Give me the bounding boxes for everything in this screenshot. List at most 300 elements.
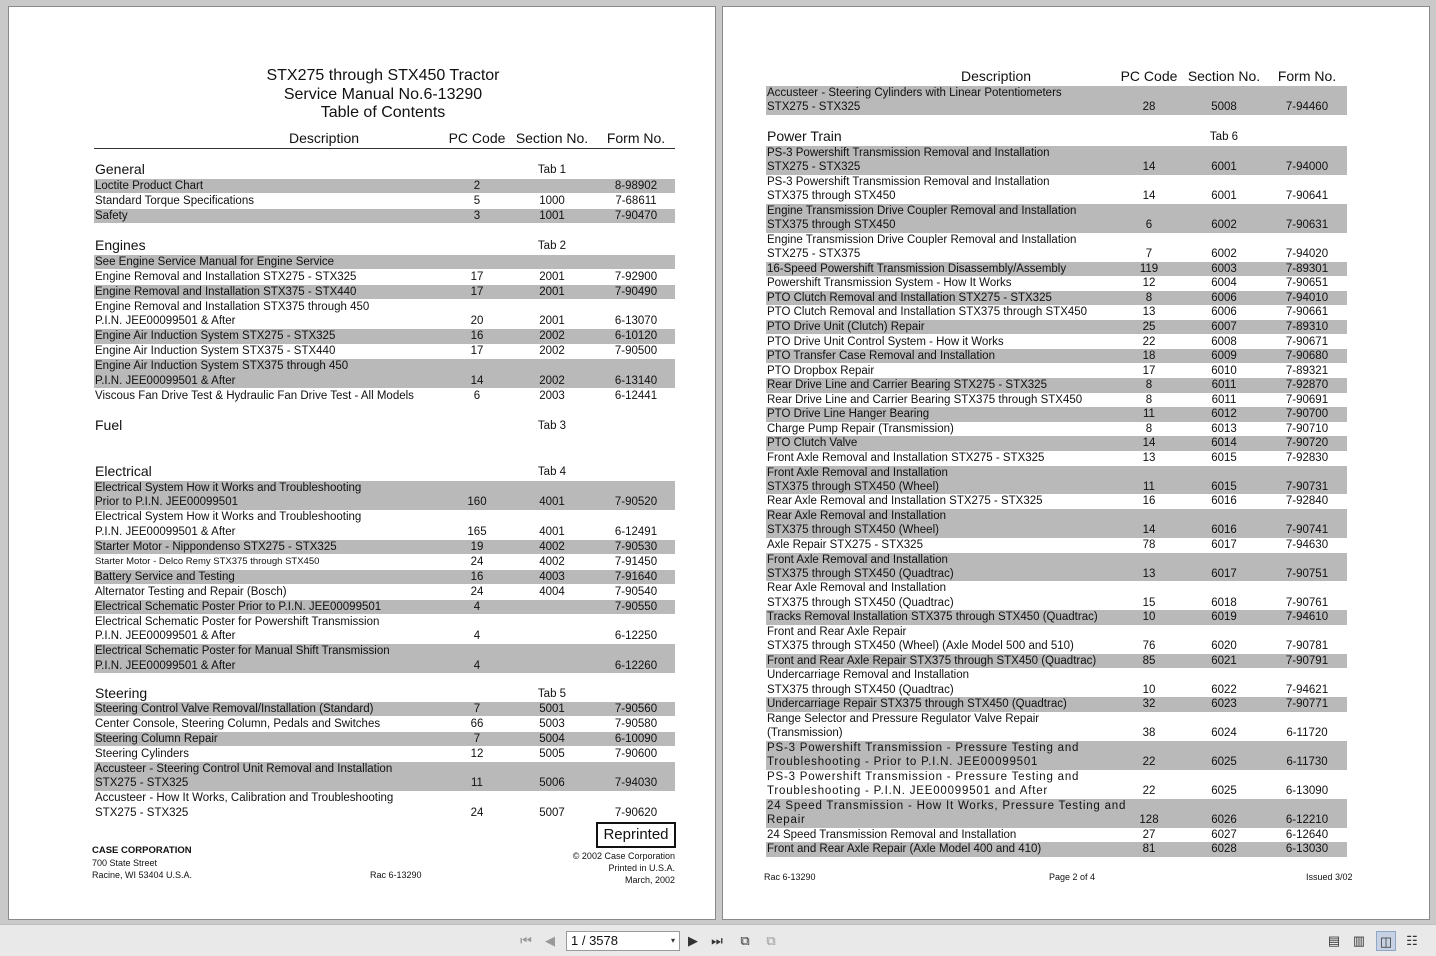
row-section-no: 6008	[1211, 335, 1237, 348]
table-row	[766, 451, 1347, 465]
description-line: Engine Removal and Installation STX375 - STX440	[95, 286, 357, 298]
row-section-no: 4002	[539, 555, 565, 568]
row-section-no: 6003	[1211, 262, 1237, 275]
row-form-no: 8-98902	[614, 180, 658, 192]
row-pc-code: 38	[1142, 727, 1156, 740]
row-section-no: 6002	[1211, 219, 1237, 232]
row-section-no: 5003	[539, 718, 565, 730]
row-section-no: 4002	[539, 540, 565, 553]
row-description	[767, 553, 954, 582]
footer-page-number: Page 2 of 4	[1049, 872, 1096, 882]
table-row	[766, 204, 1347, 233]
row-description	[95, 702, 373, 716]
row-section-no: 5007	[539, 806, 565, 819]
description-line: Engine Removal and Installation STX375 through 450	[95, 301, 370, 313]
row-form-no: 7-94000	[1285, 161, 1329, 174]
row-pc-code: 119	[1139, 262, 1159, 275]
page-indicator: 1 / 3578	[571, 933, 618, 948]
description-line: Electrical System How it Works and Troubleshooting	[95, 511, 362, 524]
col-header-section: Section No.	[515, 130, 589, 146]
description-line: Accusteer - How It Works, Calibration and Troubleshooting	[95, 792, 394, 805]
table-row	[94, 270, 675, 284]
table-row	[766, 291, 1347, 305]
row-form-no: 7-90710	[1285, 422, 1329, 435]
description-line: PTO Transfer Case Removal and Installation	[767, 350, 995, 363]
table-row	[766, 668, 1347, 697]
title-line-2: Service Manual No.6-13290	[283, 85, 483, 103]
section-heading: General	[95, 161, 145, 177]
row-section-no: 6018	[1211, 596, 1237, 609]
row-pc-code: 128	[1139, 814, 1159, 827]
row-section-no: 6001	[1211, 161, 1237, 174]
document-page-1	[8, 6, 716, 920]
row-section-no: 4001	[539, 525, 565, 538]
row-form-no: 7-92870	[1285, 379, 1329, 392]
row-pc-code: 8	[1145, 379, 1153, 392]
row-description	[767, 364, 874, 378]
table-row	[766, 349, 1347, 363]
table-row	[94, 344, 675, 358]
row-pc-code: 76	[1142, 640, 1156, 653]
description-line: STX275 - STX325	[95, 806, 189, 819]
section-heading: Steering	[95, 685, 148, 701]
row-form-no: 7-91640	[614, 570, 658, 583]
row-form-no: 7-92900	[614, 271, 658, 283]
table-row	[766, 320, 1347, 334]
row-description	[767, 451, 1044, 465]
row-description	[767, 291, 1052, 305]
description-line: STX275 - STX375	[767, 248, 861, 261]
row-description	[767, 697, 1067, 711]
table-row	[94, 510, 675, 539]
table-row	[766, 335, 1347, 349]
row-pc-code: 2	[473, 180, 481, 192]
description-line: Front and Rear Axle Repair	[767, 625, 907, 638]
row-description	[95, 555, 319, 569]
row-form-no: 6-12441	[614, 389, 658, 402]
description-line: STX375 through STX450 (Quadtrac)	[767, 683, 954, 696]
row-pc-code: 27	[1142, 828, 1156, 841]
row-form-no: 7-92840	[1285, 495, 1329, 508]
single-page-view-icon[interactable]: ▤	[1327, 933, 1341, 948]
table-row	[94, 702, 675, 716]
row-pc-code: 17	[470, 345, 484, 358]
footer-issued: Issued 3/02	[1306, 872, 1353, 882]
row-pc-code: 14	[1142, 524, 1156, 537]
row-form-no: 7-90540	[614, 585, 658, 598]
row-form-no: 6-10120	[614, 330, 658, 343]
row-form-no: 7-90580	[614, 718, 658, 730]
description-line: Accusteer - Steering Control Unit Removal and Installation	[95, 763, 393, 775]
table-row	[766, 276, 1347, 290]
row-section-no: 6011	[1211, 393, 1237, 406]
table-row	[766, 494, 1347, 508]
row-form-no: 7-90520	[614, 496, 658, 509]
row-description	[95, 717, 380, 731]
section-tab: Tab 6	[1209, 131, 1239, 143]
header-rule	[94, 148, 675, 149]
row-section-no: 6015	[1211, 480, 1237, 493]
row-form-no: 6-12260	[614, 659, 658, 672]
row-section-no: 5001	[539, 703, 565, 715]
row-pc-code: 14	[470, 374, 484, 387]
row-section-no: 4001	[539, 496, 565, 509]
row-description	[767, 407, 929, 421]
table-row	[94, 644, 675, 673]
row-form-no: 7-90500	[614, 345, 658, 358]
row-description	[767, 335, 1004, 349]
row-form-no: 7-90530	[614, 540, 658, 553]
row-pc-code: 8	[1145, 422, 1153, 435]
row-description	[767, 741, 1079, 770]
row-description	[767, 799, 1126, 828]
row-section-no: 6002	[1211, 248, 1237, 261]
row-pc-code: 7	[1145, 248, 1153, 261]
description-line: Steering Cylinders	[95, 748, 189, 760]
previous-page-button[interactable]: ◀	[545, 933, 555, 948]
row-description	[95, 329, 335, 343]
table-row	[766, 625, 1347, 654]
table-row	[766, 175, 1347, 204]
row-pc-code: 6	[473, 389, 481, 402]
table-row	[94, 747, 675, 761]
row-description	[95, 615, 379, 644]
description-line: Starter Motor - Delco Remy STX375 through STX450	[95, 555, 320, 567]
table-row	[766, 364, 1347, 378]
row-pc-code: 8	[1145, 393, 1153, 406]
row-section-no: 6014	[1211, 437, 1237, 450]
row-form-no: 7-94460	[1285, 101, 1329, 114]
row-section-no: 2001	[539, 315, 565, 328]
row-description	[767, 349, 995, 363]
col-header-description: Description	[960, 68, 1032, 84]
section-heading: Power Train	[767, 128, 842, 144]
description-line: Electrical Schematic Poster for Manual Shift Transmission	[95, 645, 390, 658]
row-pc-code: 18	[1142, 350, 1156, 363]
row-description	[95, 540, 337, 554]
description-line: PTO Clutch Removal and Installation STX375 through STX450	[767, 306, 1088, 319]
description-line: STX275 - STX325	[767, 161, 861, 174]
description-line: Prior to P.I.N. JEE00099501	[95, 496, 238, 509]
row-pc-code: 16	[470, 330, 484, 343]
row-form-no: 7-92830	[1285, 451, 1329, 464]
table-row	[766, 393, 1347, 407]
row-form-no: 7-90600	[614, 748, 658, 760]
table-row	[766, 581, 1347, 610]
row-section-no: 6019	[1211, 611, 1237, 624]
description-line: Tracks Removal Installation STX375 through STX450 (Quadtrac)	[767, 611, 1098, 624]
row-section-no: 4004	[539, 585, 565, 598]
row-pc-code: 16	[1142, 495, 1156, 508]
row-description	[95, 194, 254, 208]
description-line: Front and Rear Axle Repair (Axle Model 400 and 410)	[767, 843, 1042, 856]
row-section-no: 5008	[1211, 101, 1237, 114]
table-row	[766, 422, 1347, 436]
next-page-button[interactable]: ▶	[688, 933, 698, 948]
row-form-no: 6-12491	[614, 525, 658, 538]
description-line: P.I.N. JEE00099501 & After	[95, 659, 236, 672]
table-row	[766, 712, 1347, 741]
table-row	[94, 717, 675, 731]
row-section-no: 6011	[1211, 379, 1237, 392]
row-pc-code: 15	[1142, 596, 1156, 609]
row-description	[767, 393, 1082, 407]
description-line: Battery Service and Testing	[95, 570, 235, 583]
continuous-facing-view-icon[interactable]: ☷	[1406, 933, 1418, 948]
row-section-no: 6020	[1211, 640, 1237, 653]
description-line: Range Selector and Pressure Regulator Valve Repair	[767, 712, 1040, 725]
row-section-no: 6025	[1211, 785, 1237, 798]
description-line: PS-3 Powershift Transmission - Pressure Testing and	[767, 741, 1080, 754]
row-pc-code: 85	[1142, 654, 1156, 667]
description-line: PTO Drive Line Hanger Bearing	[767, 408, 930, 421]
fit-page-icon[interactable]: ⧉	[740, 933, 750, 948]
description-line: Troubleshooting - Prior to P.I.N. JEE00099501	[767, 756, 1039, 769]
row-section-no: 6028	[1211, 843, 1237, 856]
row-description	[767, 378, 1047, 392]
row-description	[95, 585, 287, 599]
row-section-no: 6013	[1211, 422, 1237, 435]
description-line: Rear Axle Removal and Installation	[767, 510, 946, 522]
description-line: Standard Torque Specifications	[95, 195, 254, 207]
table-row	[766, 378, 1347, 392]
row-form-no: 6-13140	[614, 374, 658, 387]
row-description	[767, 422, 954, 436]
row-section-no: 6017	[1211, 567, 1237, 580]
description-line: PS-3 Powershift Transmission - Pressure Testing and	[767, 770, 1080, 783]
row-section-no: 6016	[1211, 524, 1237, 537]
facing-view-icon[interactable]: ◫	[1376, 931, 1396, 951]
row-description	[767, 146, 1050, 175]
row-description	[95, 209, 128, 223]
description-line: Rear Drive Line and Carrier Bearing STX275 - STX325	[767, 379, 1047, 392]
row-section-no: 6004	[1211, 277, 1237, 290]
description-line: Engine Transmission Drive Coupler Removal and Installation	[767, 233, 1077, 246]
footer-company: CASE CORPORATION	[92, 845, 192, 856]
table-row	[766, 770, 1347, 799]
row-section-no: 6022	[1211, 683, 1237, 696]
row-form-no: 7-90771	[1285, 698, 1329, 711]
description-line: P.I.N. JEE00099501 & After	[95, 525, 236, 538]
row-form-no: 7-90720	[1285, 437, 1329, 450]
table-row	[766, 233, 1347, 262]
col-header-pc-code: PC Code	[448, 130, 506, 146]
row-section-no: 6001	[1211, 190, 1237, 203]
description-line: Rear Axle Removal and Installation	[767, 582, 946, 595]
row-description	[767, 262, 1066, 276]
description-line: Engine Air Induction System STX275 - STX325	[95, 330, 336, 343]
row-description	[95, 732, 218, 746]
title-line-3: Table of Contents	[320, 104, 446, 121]
table-row	[94, 540, 675, 554]
row-form-no: 6-12640	[1285, 828, 1329, 841]
row-section-no: 2002	[539, 345, 565, 358]
row-pc-code: 16	[470, 570, 484, 583]
row-section-no: 6023	[1211, 698, 1237, 711]
row-pc-code: 25	[1142, 321, 1156, 333]
description-line: STX375 through STX450	[767, 190, 896, 203]
row-pc-code: 13	[1142, 306, 1156, 319]
row-form-no: 6-10090	[614, 733, 658, 745]
row-form-no: 6-12210	[1285, 814, 1329, 827]
row-form-no: 7-90731	[1285, 480, 1329, 493]
row-form-no: 7-90560	[614, 703, 658, 715]
footer-left: Rac 6-13290	[764, 872, 816, 882]
row-form-no: 7-90680	[1285, 350, 1329, 363]
row-form-no: 7-90751	[1285, 567, 1329, 580]
row-pc-code: 14	[1142, 190, 1156, 203]
table-row	[766, 262, 1347, 276]
description-line: Rear Axle Removal and Installation STX275 - STX325	[767, 495, 1043, 508]
description-line: (Transmission)	[767, 727, 843, 740]
row-description	[95, 762, 392, 791]
row-form-no: 7-90470	[614, 210, 658, 222]
row-description	[767, 538, 923, 552]
row-pc-code: 12	[470, 748, 484, 760]
row-description	[767, 233, 1076, 262]
description-line: Rear Drive Line and Carrier Bearing STX375 through STX450	[767, 393, 1083, 406]
table-row	[766, 842, 1347, 856]
row-pc-code: 22	[1142, 335, 1156, 348]
row-section-no: 5006	[539, 777, 565, 790]
table-row	[766, 697, 1347, 711]
description-line: Electrical Schematic Poster for Powershift Transmission	[95, 615, 380, 628]
reprinted-stamp: Reprinted	[596, 822, 676, 848]
table-row	[94, 285, 675, 299]
row-form-no: 7-90691	[1285, 393, 1329, 406]
description-line: Viscous Fan Drive Test & Hydraulic Fan Drive Test - All Models	[95, 389, 414, 402]
description-line: 24 Speed Transmission Removal and Installation	[767, 828, 1017, 841]
row-pc-code: 20	[470, 315, 484, 328]
row-section-no: 6007	[1211, 321, 1237, 333]
table-row	[94, 329, 675, 343]
row-description	[95, 255, 334, 269]
description-line: P.I.N. JEE00099501 & After	[95, 630, 236, 643]
row-pc-code: 12	[1142, 277, 1156, 290]
table-row	[766, 86, 1347, 115]
row-pc-code: 11	[1143, 408, 1155, 421]
description-line: P.I.N. JEE00099501 & After	[95, 315, 236, 328]
row-form-no: 7-94630	[1285, 538, 1329, 551]
description-line: Front Axle Removal and Installation STX275 - STX325	[767, 451, 1045, 464]
row-description	[767, 494, 1043, 508]
viewer-toolbar	[0, 924, 1436, 956]
col-header-form: Form No.	[606, 130, 666, 146]
row-pc-code: 4	[473, 659, 481, 672]
row-description	[95, 344, 335, 358]
table-row	[94, 732, 675, 746]
row-description	[95, 510, 361, 539]
row-description	[767, 305, 1087, 319]
section-tab: Tab 4	[537, 466, 567, 478]
table-row	[766, 146, 1347, 175]
section-tab: Tab 1	[537, 164, 567, 176]
row-form-no: 7-68611	[615, 195, 657, 207]
table-row	[94, 570, 675, 584]
title-line-1: STX275 through STX450 Tractor	[266, 67, 500, 84]
row-form-no: 7-94030	[614, 777, 658, 790]
table-row	[94, 359, 675, 388]
section-tab: Tab 2	[537, 240, 567, 252]
row-section-no: 6024	[1211, 727, 1237, 740]
description-line: Engine Air Induction System STX375 - STX440	[95, 345, 336, 358]
footer-street: 700 State Street	[92, 858, 158, 868]
row-description	[767, 625, 1074, 654]
row-pc-code: 7	[473, 733, 481, 745]
table-row	[94, 481, 675, 510]
continuous-view-icon[interactable]: ▥	[1352, 933, 1366, 948]
row-pc-code: 78	[1142, 538, 1156, 551]
description-line: Safety	[95, 210, 128, 222]
row-form-no: 7-90700	[1285, 408, 1329, 421]
row-section-no: 2001	[539, 271, 565, 283]
description-line: Front Axle Removal and Installation	[767, 553, 948, 566]
row-description	[767, 276, 1012, 290]
row-form-no: 7-89321	[1285, 364, 1329, 377]
document-title	[9, 67, 716, 123]
row-description	[95, 270, 356, 284]
row-pc-code: 28	[1142, 101, 1156, 114]
description-line: Repair	[767, 814, 806, 827]
row-form-no: 6-11720	[1286, 727, 1328, 740]
row-description	[95, 791, 393, 820]
row-section-no: 6006	[1211, 291, 1237, 304]
row-description	[95, 359, 348, 388]
description-line: Undercarriage Repair STX375 through STX450 (Quadtrac)	[767, 698, 1067, 711]
row-section-no: 6010	[1211, 364, 1237, 377]
row-form-no: 7-90661	[1285, 306, 1329, 319]
description-line: Electrical System How it Works and Troubleshooting	[95, 482, 362, 494]
row-section-no: 6027	[1211, 828, 1237, 841]
first-page-button[interactable]: ⏮	[520, 933, 532, 948]
description-line: PTO Clutch Removal and Installation STX275 - STX325	[767, 291, 1052, 304]
footer-rac: Rac 6-13290	[370, 870, 422, 880]
chevron-down-icon[interactable]: ▾	[670, 936, 675, 945]
description-line: STX275 - STX325	[95, 777, 189, 790]
section-tab: Tab 5	[537, 688, 567, 700]
table-row	[766, 654, 1347, 668]
description-line: P.I.N. JEE00099501 & After	[95, 374, 236, 387]
row-description	[95, 481, 361, 510]
footer-copyright: © 2002 Case Corporation	[572, 851, 675, 861]
table-row	[94, 585, 675, 599]
row-pc-code: 7	[473, 703, 481, 715]
fit-width-icon[interactable]: ⧉	[766, 933, 776, 948]
description-line: 24 Speed Transmission - How It Works, Pressure Testing and	[767, 799, 1127, 812]
row-section-no: 6021	[1211, 654, 1237, 667]
row-pc-code: 11	[471, 777, 483, 790]
last-page-button[interactable]: ⏭	[711, 933, 723, 948]
description-line: Loctite Product Chart	[95, 180, 204, 192]
description-line: Charge Pump Repair (Transmission)	[767, 422, 954, 435]
row-pc-code: 22	[1142, 785, 1156, 798]
row-pc-code: 22	[1142, 756, 1156, 769]
table-row	[766, 799, 1347, 828]
description-line: Engine Transmission Drive Coupler Removal and Installation	[767, 204, 1077, 217]
description-line: PTO Drive Unit (Clutch) Repair	[767, 321, 925, 333]
description-line: Engine Removal and Installation STX275 - STX325	[95, 271, 357, 283]
description-line: Front and Rear Axle Repair STX375 through STX450 (Quadtrac)	[767, 654, 1097, 667]
row-form-no: 6-11730	[1286, 756, 1328, 769]
row-form-no: 7-90620	[614, 806, 658, 819]
section-heading: Engines	[95, 237, 146, 253]
page-number-field[interactable]	[566, 931, 680, 951]
row-pc-code: 8	[1145, 291, 1153, 304]
table-row	[94, 389, 675, 403]
description-line: Powershift Transmission System - How It Works	[767, 277, 1012, 290]
row-pc-code: 14	[1142, 437, 1156, 450]
row-section-no: 6026	[1211, 814, 1237, 827]
